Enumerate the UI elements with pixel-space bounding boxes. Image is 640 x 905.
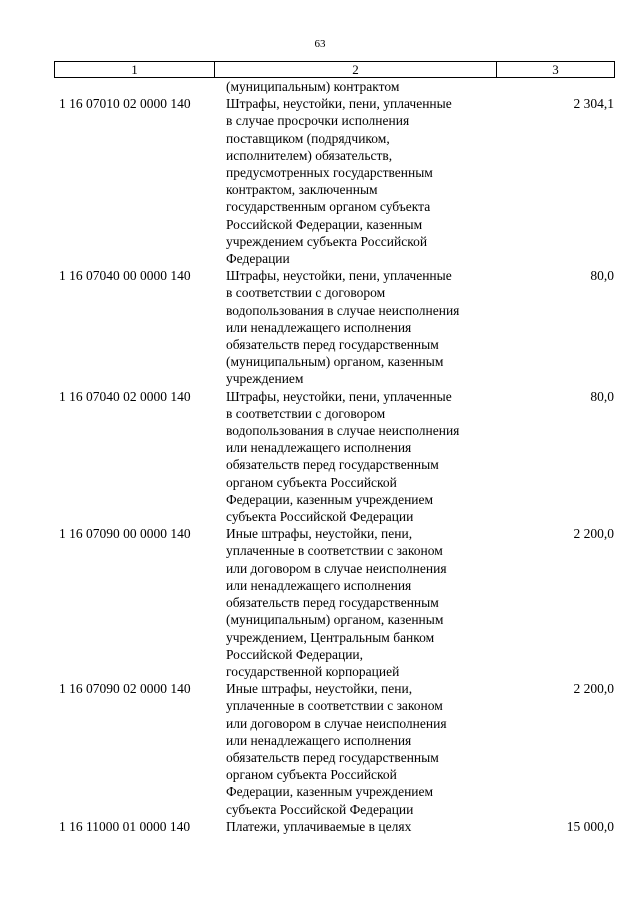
revenue-description <box>214 818 496 835</box>
description-line: предусмотренных государственным <box>226 165 433 181</box>
budget-rows <box>54 78 614 835</box>
description-line: учреждением <box>226 371 304 387</box>
revenue-code: 1 16 07040 00 0000 140 <box>59 268 191 284</box>
description-line: контрактом, заключенным <box>226 182 378 198</box>
amount-value: 80,0 <box>590 388 614 404</box>
amount-value: 2 200,0 <box>573 681 614 697</box>
description-line: органом субъекта Российской <box>226 474 397 490</box>
description-line: Российской Федерации, казенным <box>226 216 423 232</box>
table-row <box>54 525 614 680</box>
revenue-description <box>214 78 496 267</box>
description-line: (муниципальным) органом, казенным <box>226 354 444 370</box>
description-line: Федерации <box>226 251 290 267</box>
description-line: Штрафы, неустойки, пени, уплаченные <box>226 268 452 284</box>
table-row <box>54 267 614 387</box>
description-line: Иные штрафы, неустойки, пени, <box>226 681 413 697</box>
description-line: Федерации, казенным учреждением <box>226 491 434 507</box>
column-header-table <box>54 61 615 78</box>
revenue-description <box>214 525 496 680</box>
description-line: (муниципальным) контрактом <box>226 79 400 94</box>
description-line: поставщиком (подрядчиком, <box>226 130 390 146</box>
description-line: Федерации, казенным учреждением <box>226 784 434 800</box>
amount-value: 2 304,1 <box>573 96 614 112</box>
amount-value: 2 200,0 <box>573 526 614 542</box>
description-line: Штрафы, неустойки, пени, уплаченные <box>226 96 452 112</box>
description-line: уплаченные в соответствии с законом <box>226 698 443 714</box>
column-header-2: 2 <box>215 62 497 78</box>
revenue-description <box>214 267 496 387</box>
description-line: субъекта Российской Федерации <box>226 509 414 525</box>
revenue-code: 1 16 07090 00 0000 140 <box>59 526 191 542</box>
description-line: в соответствии с договором <box>226 405 386 421</box>
description-line: в соответствии с договором <box>226 285 386 301</box>
amount-value: 15 000,0 <box>566 818 614 834</box>
description-line: (муниципальным) органом, казенным <box>226 612 444 628</box>
description-line: водопользования в случае неисполнения <box>226 302 460 318</box>
table-row <box>54 818 614 835</box>
description-line: водопользования в случае неисполнения <box>226 423 460 439</box>
description-line: Иные штрафы, неустойки, пени, <box>226 526 413 542</box>
description-line: исполнителем) обязательств, <box>226 147 393 163</box>
table-row <box>54 680 614 818</box>
description-line: обязательств перед государственным <box>226 457 439 473</box>
description-line: обязательств перед государственным <box>226 749 439 765</box>
column-header-3: 3 <box>497 62 615 78</box>
description-line: или договором в случае неисполнения <box>226 560 447 576</box>
description-line: Штрафы, неустойки, пени, уплаченные <box>226 388 452 404</box>
description-line: обязательств перед государственным <box>226 337 439 353</box>
description-line: Российской Федерации, <box>226 646 364 662</box>
description-line: или ненадлежащего исполнения <box>226 319 412 335</box>
description-line: в случае просрочки исполнения <box>226 113 410 129</box>
description-line: учреждением субъекта Российской <box>226 233 428 249</box>
description-line: учреждением, Центральным банком <box>226 629 435 645</box>
revenue-description <box>214 680 496 818</box>
description-line: или ненадлежащего исполнения <box>226 577 412 593</box>
revenue-code: 1 16 07090 02 0000 140 <box>59 681 191 697</box>
description-line: обязательств перед государственным <box>226 595 439 611</box>
description-line: или ненадлежащего исполнения <box>226 732 412 748</box>
description-line: уплаченные в соответствии с законом <box>226 543 443 559</box>
revenue-code: 1 16 07010 02 0000 140 <box>59 96 191 112</box>
description-line: субъекта Российской Федерации <box>226 801 414 817</box>
amount-value: 80,0 <box>590 268 614 284</box>
page-number: 63 <box>314 38 326 50</box>
description-line: органом субъекта Российской <box>226 767 397 783</box>
revenue-code: 1 16 07040 02 0000 140 <box>59 388 191 404</box>
table-row <box>54 78 614 267</box>
description-line: или ненадлежащего исполнения <box>226 440 412 456</box>
revenue-description <box>214 388 496 526</box>
description-line: государственным органом субъекта <box>226 199 431 215</box>
description-line: государственной корпорацией <box>226 663 400 679</box>
description-line: или договором в случае неисполнения <box>226 715 447 731</box>
revenue-code: 1 16 11000 01 0000 140 <box>59 818 191 834</box>
description-line: Платежи, уплачиваемые в целях <box>226 818 412 834</box>
table-row <box>54 388 614 526</box>
column-header-1: 1 <box>55 62 215 78</box>
